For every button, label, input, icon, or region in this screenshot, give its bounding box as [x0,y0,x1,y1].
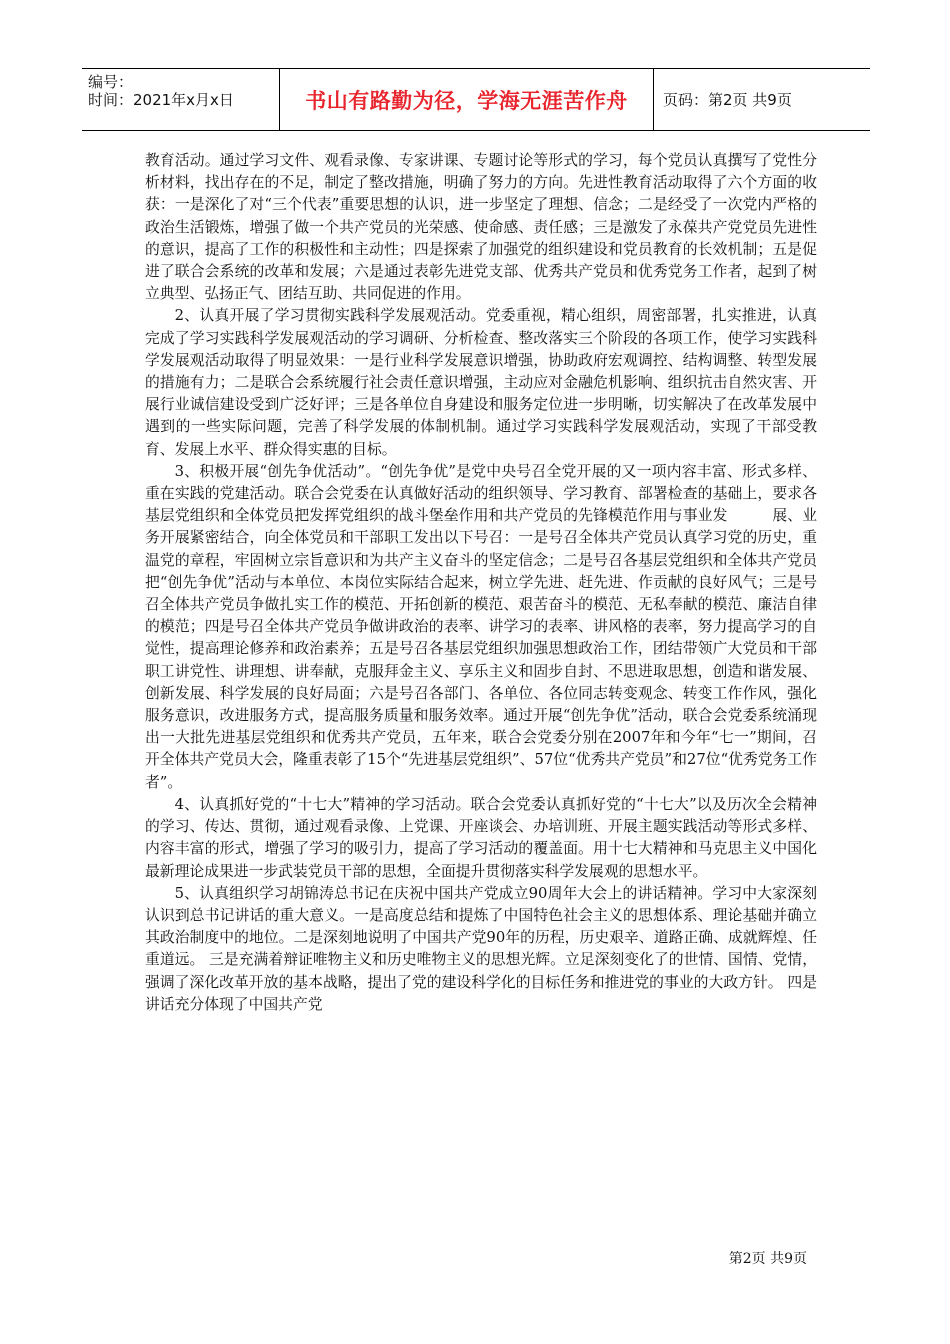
paragraph: 5、认真组织学习胡锦涛总书记在庆祝中国共产党成立90周年大会上的讲话精神。学习中大家深刻认识到总书记讲话的重大意义。一是高度总结和提炼了中国特色社会主义的思想体系、理论基础并确立其政治制度中的地位。二是深刻地说明了中国共产党90年的历程，历史艰辛、道路正确、成就辉煌、任重道远。 三是充满着辩证唯物主义和历史唯物主义的思想光辉。立足深刻变化了的世情、国情、党情，强调了深化改革开放的基本战略，提出了党的建设科学化的目标任务和推进党的事业的大政方针。 四是讲话充分体现了中国共产党 [145,884,817,1013]
page-header [82,68,870,131]
paragraph: 2、认真开展了学习贯彻实践科学发展观活动。党委重视，精心组织，周密部署，扎实推进，认真完成了学习实践科学发展观活动的学习调研、分析检查、整改落实三个阶段的各项工作，使学习实践科学发展观活动取得了明显效果：一是行业科学发展意识增强，协助政府宏观调控、结构调整、转型发展的措施有力；二是联合会系统履行社会责任意识增强，主动应对金融危机影响、组织抗击自然灾害、开展行业诚信建设受到广泛好评；三是各单位自身建设和服务定位进一步明晰，切实解决了在改革发展中遇到的一些实际问题，完善了科学发展的体制机制。通过学习实践科学发展观活动，实现了干部受教育、发展上水平、群众得实惠的目标。 [145,307,817,458]
header-page-number: 页码：第2页 共9页 [663,91,792,109]
paragraph: 3、积极开展“创先争优活动”。“创先争优”是党中央号召全党开展的又一项内容丰富、形式多样、重在实践的党建活动。联合会党委在认真做好活动的组织领导、学习教育、部署检查的基础上，要求各基层党组织和全体党员把发挥党组织的战斗堡垒作用和共产党员的先锋模范作用与事业发 展、业务开展紧密结合，向全体党员和干部职工发出以下号召：一是号召全体共产党员认真学习党的历史，重温党的章程，牢固树立宗旨意识和为共产主义奋斗的坚定信念；二是号召各基层党组织和全体共产党员把“创先争优”活动与本单位、本岗位实际结合起来，树立学先进、赶先进、作贡献的良好风气；三是号召全体共产党员争做扎实工作的模范、开拓创新的模范、艰苦奋斗的模范、无私奉献的模范、廉洁自律的模范；四是号召全体共产党员争做讲政治的表率、讲学习的表率、讲风格的表率，努力提高学习的自觉性，提高理论修养和政治素养；五是号召各基层党组织加强思想政治工作，团结带领广大党员和干部职工讲党性、讲理想、讲奉献，克服拜金主义、享乐主义和固步自封、不思进取思想，创造和谐发展、创新发展、科学发展的良好局面；六是号召各部门、各单位、各位同志转变观念、转变工作作风，强化服务意识，改进服务方式，提高服务质量和服务效率。通过开展“创先争优”活动，联合会党委系统涌现出一大批先进基层党组织和优秀共产党员，五年来，联合会党委分别在2007年和今年“七一”期间，召开全体共产党员大会，隆重表彰了15个“先进基层党组织”、57位“优秀共产党员”和27位“优秀党务工作者”。 [145,462,817,791]
document-time-label: 时间：2021年x月x日 [88,91,234,109]
paragraph: 4、认真抓好党的“十七大”精神的学习活动。联合会党委认真抓好党的“十七大”以及历次全会精神的学习、传达、贯彻，通过观看录像、上党课、开座谈会、办培训班、开展主题实践活动等形式多样、内容丰富的形式，增强了学习的吸引力，提高了学习活动的覆盖面。用十七大精神和马克思主义中国化最新理论成果进一步武装党员干部的思想，全面提升贯彻落实科学发展观的思想水平。 [145,795,817,880]
page-footer: 第2页 共9页 [728,1251,807,1267]
header-meta [82,69,280,130]
header-motto: 书山有路勤为径，学海无涯苦作舟 [280,69,654,130]
document-body [145,150,817,1016]
document-number-label: 编号： [88,73,134,91]
paragraph: 教育活动。通过学习文件、观看录像、专家讲课、专题讨论等形式的学习，每个党员认真撰写了党性分析材料，找出存在的不足，制定了整改措施，明确了努力的方向。先进性教育活动取得了六个方面的收获：一是深化了对“三个代表”重要思想的认识，进一步坚定了理想、信念；二是经受了一次党内严格的政治生活锻炼，增强了做一个共产党员的光荣感、使命感、责任感；三是激发了永葆共产党党员先进性的意识，提高了工作的积极性和主动性；四是探索了加强党的组织建设和党员教育的长效机制；五是促进了联合会系统的改革和发展；六是通过表彰先进党支部、优秀共产党员和优秀党务工作者，起到了树立典型、弘扬正气、团结互助、共同促进的作用。 [145,152,817,303]
